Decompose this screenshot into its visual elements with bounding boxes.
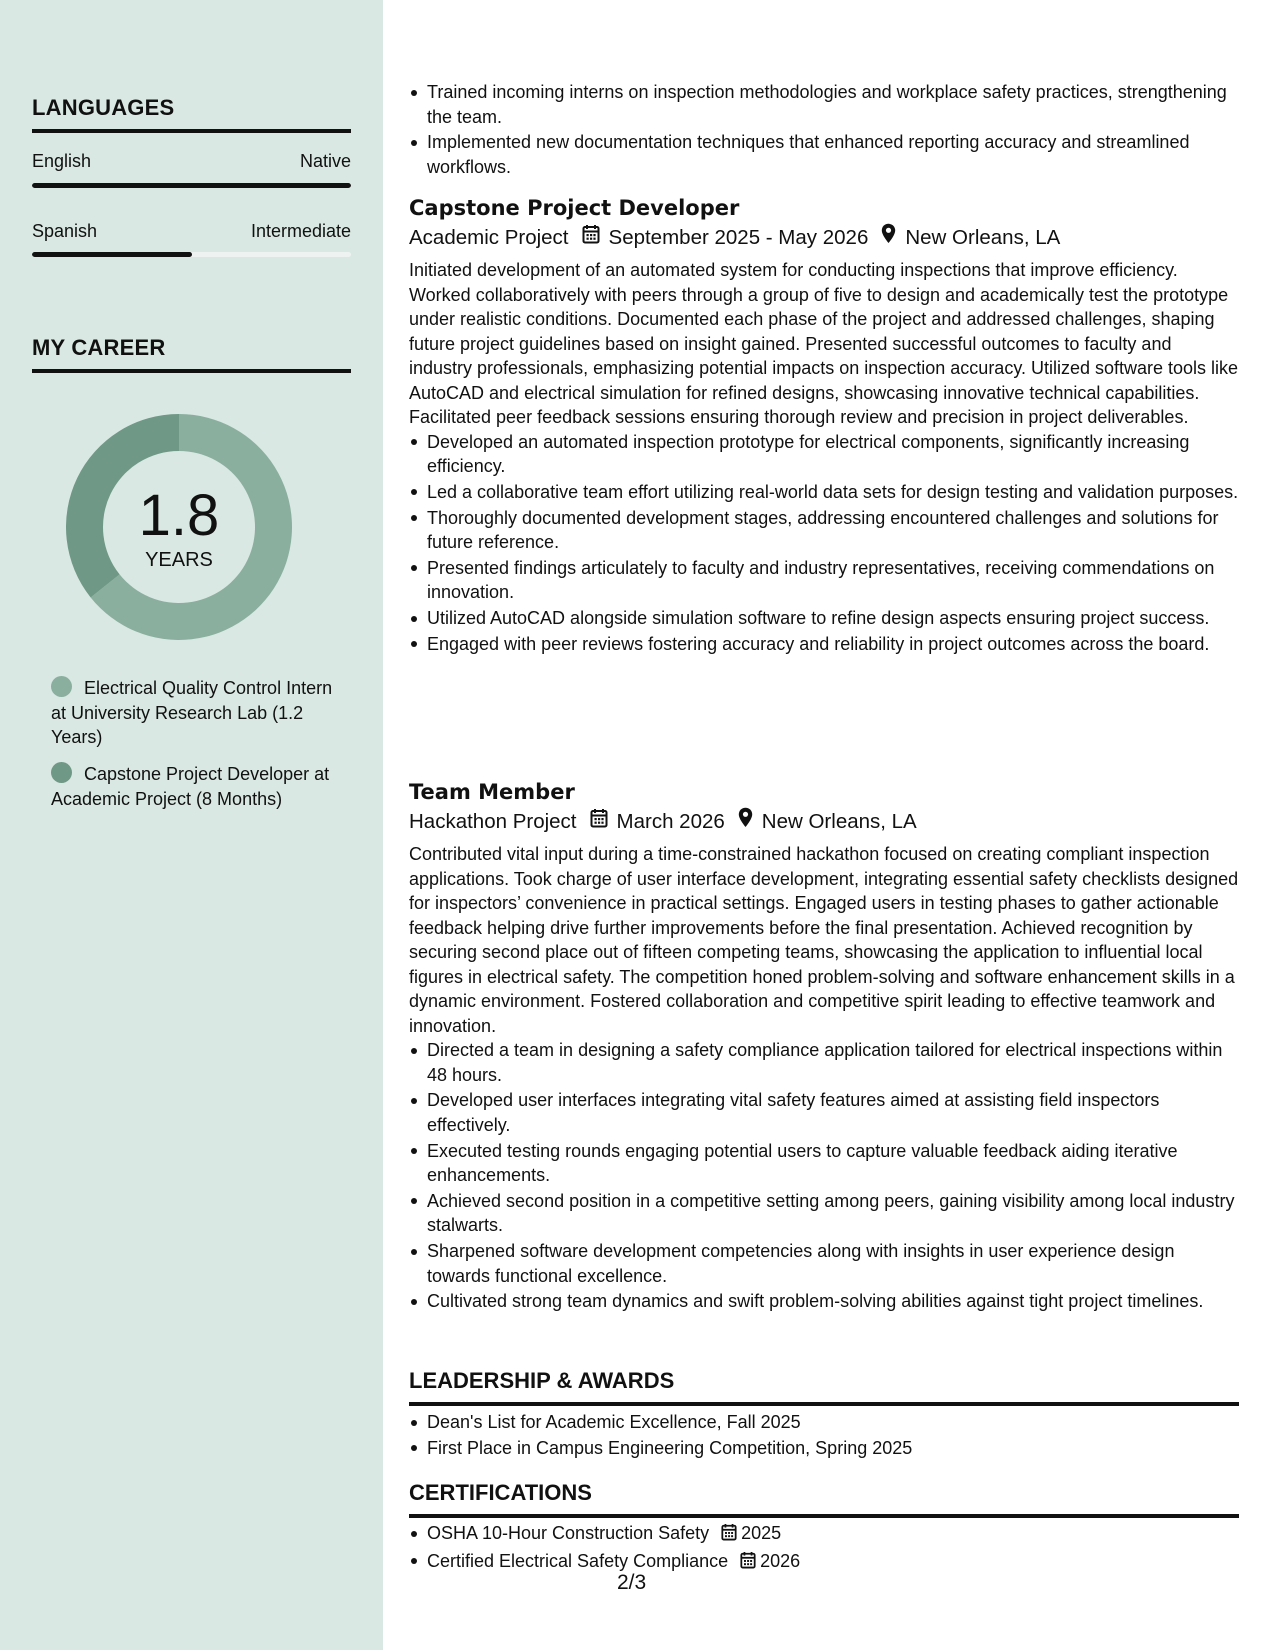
- list-item: Sharpened software development competencies along with insights in user experience design towards functional excellence.: [409, 1239, 1239, 1288]
- calendar-icon: [740, 1551, 756, 1576]
- map-pin-icon: [881, 223, 896, 253]
- leadership-heading: LEADERSHIP & AWARDS: [409, 1368, 1239, 1406]
- list-item: Cultivated strong team dynamics and swift problem-solving abilities against tight project timelines.: [409, 1289, 1239, 1314]
- career-years-unit: YEARS: [145, 549, 213, 571]
- certifications-heading: CERTIFICATIONS: [409, 1480, 1239, 1518]
- intern-bullet-list: [409, 80, 1239, 179]
- list-item: First Place in Campus Engineering Competition, Spring 2025: [409, 1436, 1239, 1461]
- job-dates: September 2025 - May 2026: [608, 226, 869, 249]
- list-item: Presented findings articulately to faculty and industry representatives, receiving commendations on innovation.: [409, 556, 1239, 605]
- language-bar-english: [32, 183, 351, 188]
- list-item: Engaged with peer reviews fostering accuracy and reliability in project outcomes across the board.: [409, 632, 1239, 657]
- capstone-entry: [409, 193, 1239, 658]
- calendar-icon: [721, 1523, 737, 1548]
- career-legend-item: [51, 676, 351, 750]
- list-item: [409, 1521, 1239, 1548]
- certification-year: 2025: [741, 1523, 782, 1543]
- hackathon-entry: [409, 777, 1239, 1315]
- calendar-icon: [590, 807, 608, 837]
- job-bullet-list: [409, 430, 1239, 657]
- language-row-spanish: [32, 221, 351, 242]
- certification-name: Certified Electrical Safety Compliance: [427, 1550, 729, 1571]
- certifications-section: [409, 1521, 1239, 1577]
- certification-year: 2026: [760, 1550, 801, 1571]
- job-dates: March 2026: [616, 810, 725, 833]
- certifications-list: [409, 1521, 1239, 1575]
- list-item: Utilized AutoCAD alongside simulation software to refine design aspects ensuring project success.: [409, 606, 1239, 631]
- job-description: Initiated development of an automated system for conducting inspections that improve efficiency. Worked collaboratively with peers through a group of five to design and academically test the prototype under realistic conditions. Documented each phase of the project and addressed challenges, shaping future project guidelines based on insight gained. Presented successful outcomes to faculty and industry professionals, emphasizing potential impacts on inspection accuracy. Utilized software tools like AutoCAD and electrical simulation for refined designs, showcasing innovative technical capabilities. Facilitated peer feedback sessions ensuring thorough review and precision in project deliverables.: [409, 260, 1239, 427]
- career-heading: MY CAREER: [32, 335, 351, 373]
- job-organization: Hackathon Project: [409, 810, 577, 833]
- language-name: Spanish: [32, 221, 98, 241]
- list-item: Led a collaborative team effort utilizing real-world data sets for design testing and validation purposes.: [409, 480, 1239, 505]
- legend-dot: [51, 762, 72, 783]
- legend-dot: [51, 676, 72, 697]
- list-item: Thoroughly documented development stages, addressing encountered challenges and solutions for future reference.: [409, 506, 1239, 555]
- calendar-icon: [582, 223, 600, 253]
- job-organization: Academic Project: [409, 226, 569, 249]
- list-item: Dean's List for Academic Excellence, Fall 2025: [409, 1410, 1239, 1435]
- page-number: 2/3: [617, 1571, 647, 1594]
- sidebar: [0, 0, 383, 1650]
- language-row-english: [32, 151, 351, 172]
- job-meta: [409, 807, 1239, 837]
- leadership-list: [409, 1410, 1239, 1460]
- list-item: Directed a team in designing a safety compliance application tailored for electrical inspections within 48 hours.: [409, 1038, 1239, 1087]
- list-item: Achieved second position in a competitive setting among peers, gaining visibility among local industry stalwarts.: [409, 1189, 1239, 1238]
- job-title: Capstone Project Developer: [409, 196, 740, 220]
- job-bullet-list: [409, 1038, 1239, 1314]
- career-total-years: 1.8: [138, 483, 220, 548]
- job-description: Contributed vital input during a time-constrained hackathon focused on creating compliant inspection applications. Took charge of user interface development, integrating essential safety checklists designed for inspectors’ convenience in practical settings. Engaged users in testing phases to gather actionable feedback helping drive further improvements before the final presentation. Achieved recognition by securing second place out of fifteen competing teams, showcasing the application to influential local figures in electrical safety. The competition honed problem-solving and software enhancement skills in a dynamic environment. Fostered collaboration and competitive spirit leading to effective teamwork and innovation.: [409, 844, 1239, 1036]
- list-item: Developed user interfaces integrating vital safety features aimed at assisting field inspectors effectively.: [409, 1088, 1239, 1137]
- language-name: English: [32, 151, 92, 171]
- list-item: Executed testing rounds engaging potential users to capture valuable feedback aiding iterative enhancements.: [409, 1139, 1239, 1188]
- language-bar-fill: [32, 183, 351, 188]
- languages-heading: LANGUAGES: [32, 95, 351, 133]
- list-item: Trained incoming interns on inspection methodologies and workplace safety practices, strengthening the team.: [409, 80, 1239, 129]
- certification-name: OSHA 10-Hour Construction Safety: [427, 1523, 710, 1543]
- list-item: Developed an automated inspection prototype for electrical components, significantly increasing efficiency.: [409, 430, 1239, 479]
- career-legend-label: Capstone Project Developer at Academic Project (8 Months): [51, 764, 330, 809]
- intern-continuation: [409, 80, 1239, 181]
- list-item: [409, 1549, 1239, 1576]
- leadership-section: [409, 1410, 1239, 1462]
- job-location: New Orleans, LA: [905, 226, 1061, 249]
- job-meta: [409, 223, 1239, 253]
- language-bar-fill: [32, 252, 192, 257]
- list-item: Implemented new documentation techniques that enhanced reporting accuracy and streamlined workflows.: [409, 130, 1239, 179]
- language-level: Native: [299, 151, 351, 171]
- map-pin-icon: [738, 807, 753, 837]
- career-legend-label: Electrical Quality Control Intern at University Research Lab (1.2 Years): [51, 678, 333, 747]
- language-bar-spanish: [32, 252, 351, 257]
- career-legend-item: [51, 762, 351, 811]
- job-location: New Orleans, LA: [761, 810, 917, 833]
- job-title: Team Member: [409, 780, 575, 804]
- language-level: Intermediate: [250, 221, 351, 241]
